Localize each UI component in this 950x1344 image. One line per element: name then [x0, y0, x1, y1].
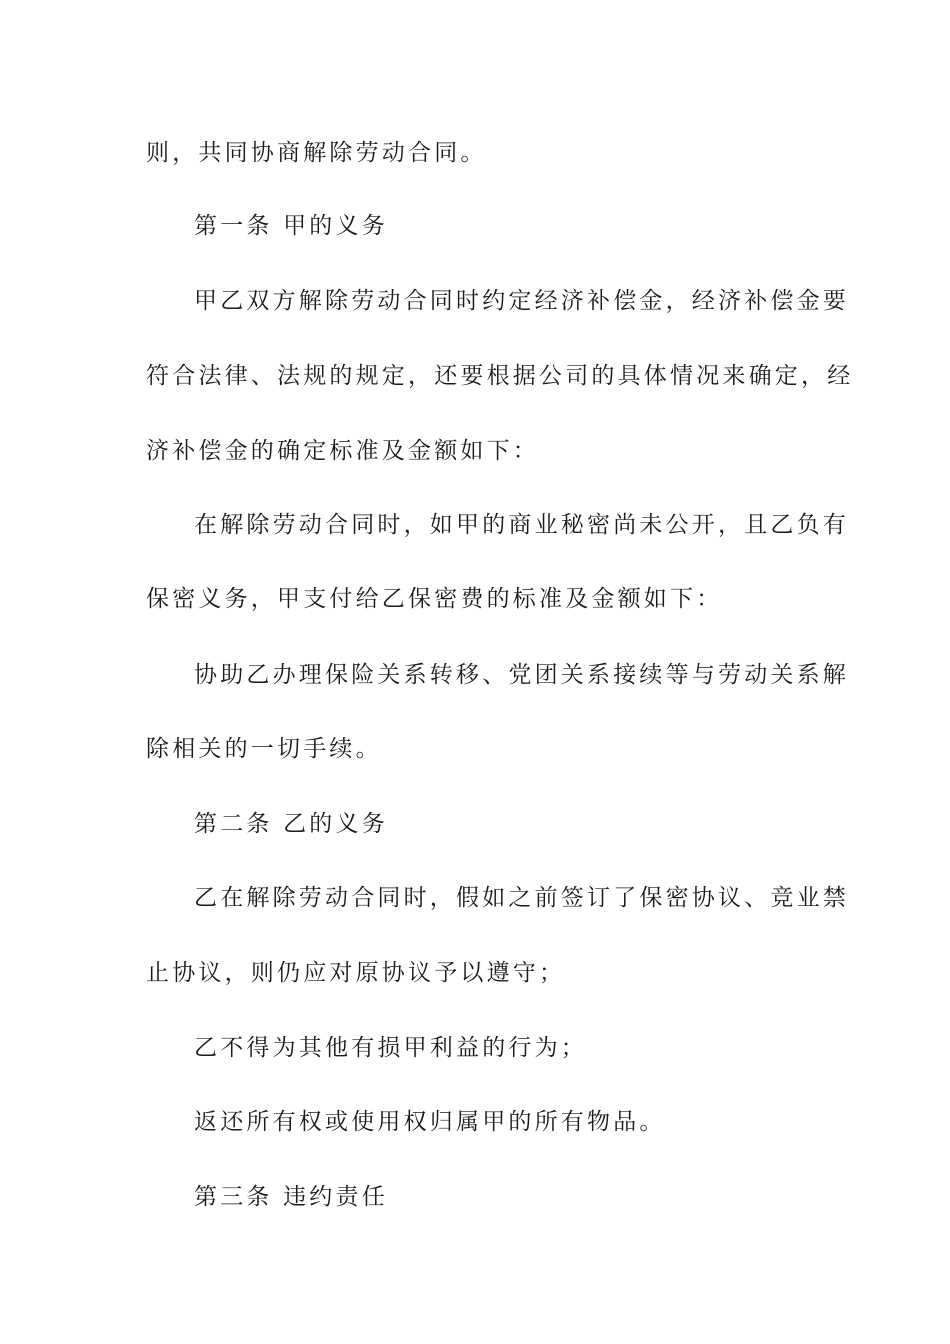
paragraph-line: 保密义务，甲支付给乙保密费的标准及金额如下：	[146, 586, 723, 612]
paragraph-line: 除相关的一切手续。	[146, 736, 382, 762]
paragraph-line: 返还所有权或使用权归属甲的所有物品。	[194, 1109, 666, 1135]
paragraph-line: 协助乙办理保险关系转移、党团关系接续等与劳动关系解	[194, 662, 849, 688]
paragraph-line: 济补偿金的确定标准及金额如下：	[146, 438, 539, 464]
section-heading-2: 第二条 乙的义务	[194, 811, 388, 837]
section-heading-3: 第三条 违约责任	[194, 1184, 388, 1210]
section-heading-1: 第一条 甲的义务	[194, 213, 388, 239]
paragraph-line: 乙不得为其他有损甲利益的行为；	[194, 1035, 587, 1061]
paragraph-line: 在解除劳动合同时，如甲的商业秘密尚未公开，且乙负有	[194, 512, 849, 538]
paragraph-line: 符合法律、法规的规定，还要根据公司的具体情况来确定，经	[146, 363, 854, 389]
paragraph-line: 则，共同协商解除劳动合同。	[146, 140, 487, 166]
paragraph-line: 止协议，则仍应对原协议予以遵守；	[146, 960, 566, 986]
paragraph-line: 甲乙双方解除劳动合同时约定经济补偿金，经济补偿金要	[194, 288, 849, 314]
paragraph-line: 乙在解除劳动合同时，假如之前签订了保密协议、竞业禁	[194, 885, 849, 911]
